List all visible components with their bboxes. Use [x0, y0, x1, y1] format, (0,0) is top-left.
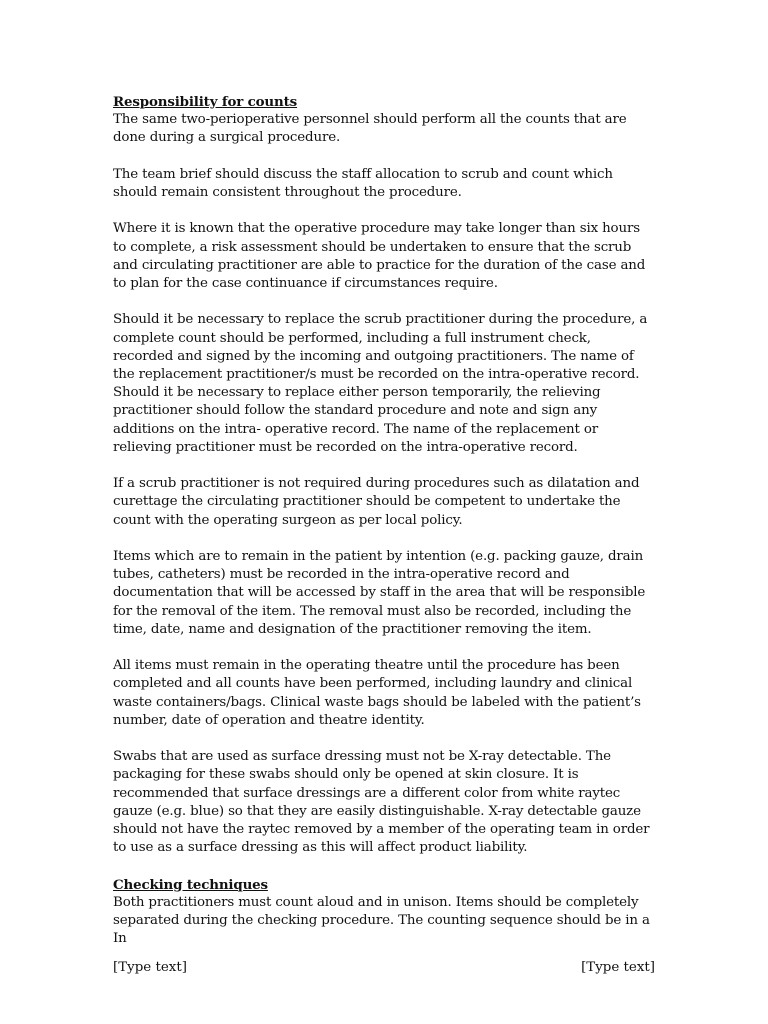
paragraph: Should it be necessary to replace the scrub practitioner during the procedure, a complete count should be performed, including a full instrument check, recorded and signed by the incoming and outgoing practitioners. The name of the replacement practitioner/s must be recorded on the intra-operative record. Should it be necessary to replace either person temporarily, the relieving practitioner should follow the standard procedure and note and sign any additions on the intra- operative record. The name of the replacement or relieving practitioner must be recorded on the intra-operative record. [113, 312, 648, 455]
paragraph: The team brief should discuss the staff allocation to scrub and count which should remain consistent throughout the procedure. [113, 166, 613, 200]
footer-left-placeholder[interactable]: [Type text] [113, 960, 187, 975]
section-heading-checking-techniques: Checking techniques [113, 876, 268, 893]
paragraph: If a scrub practitioner is not required during procedures such as dilatation and curettage the circulating practitioner should be competent to undertake the count with the operating surgeon as per local policy. [113, 476, 640, 528]
paragraph: All items must remain in the operating theatre until the procedure has been completed and all counts have been performed, including laundry and clinical waste containers/bags. Clinical waste bags should be labeled with the patient’s number, date of operation and theatre identity. [113, 658, 641, 728]
paragraph: Both practitioners must count aloud and in unison. Items should be completely separated during the checking procedure. The counting sequence should be in a In [113, 894, 650, 947]
paragraph: Swabs that are used as surface dressing must not be X-ray detectable. The packaging for these swabs should only be opened at skin closure. It is recommended that surface dressings are a different color from white raytec gauze (e.g. blue) so that they are easily distinguishable. X-ray detectable gauze should not have the raytec removed by a member of the operating team in order to use as a surface dressing as this will affect product liability. [113, 749, 650, 856]
footer-right-placeholder[interactable]: [Type text] [581, 960, 655, 975]
document-body [113, 93, 653, 948]
paragraph: The same two-perioperative personnel should perform all the counts that are done during a surgical procedure. [113, 112, 627, 146]
paragraph: Items which are to remain in the patient by intention (e.g. packing gauze, drain tubes, catheters) must be recorded in the intra-operative record and documentation that will be accessed by staff in the area that will be responsible for the removal of the item. The removal must also be recorded, including the time, date, name and designation of the practitioner removing the item. [113, 549, 646, 637]
section-heading-responsibility-for-counts: Responsibility for counts [113, 94, 298, 110]
paragraph: Where it is known that the operative procedure may take longer than six hours to complete, a risk assessment should be undertaken to ensure that the scrub and circulating practitioner are able to practice for the duration of the case and to plan for the case continuance if circumstances require. [113, 221, 646, 291]
